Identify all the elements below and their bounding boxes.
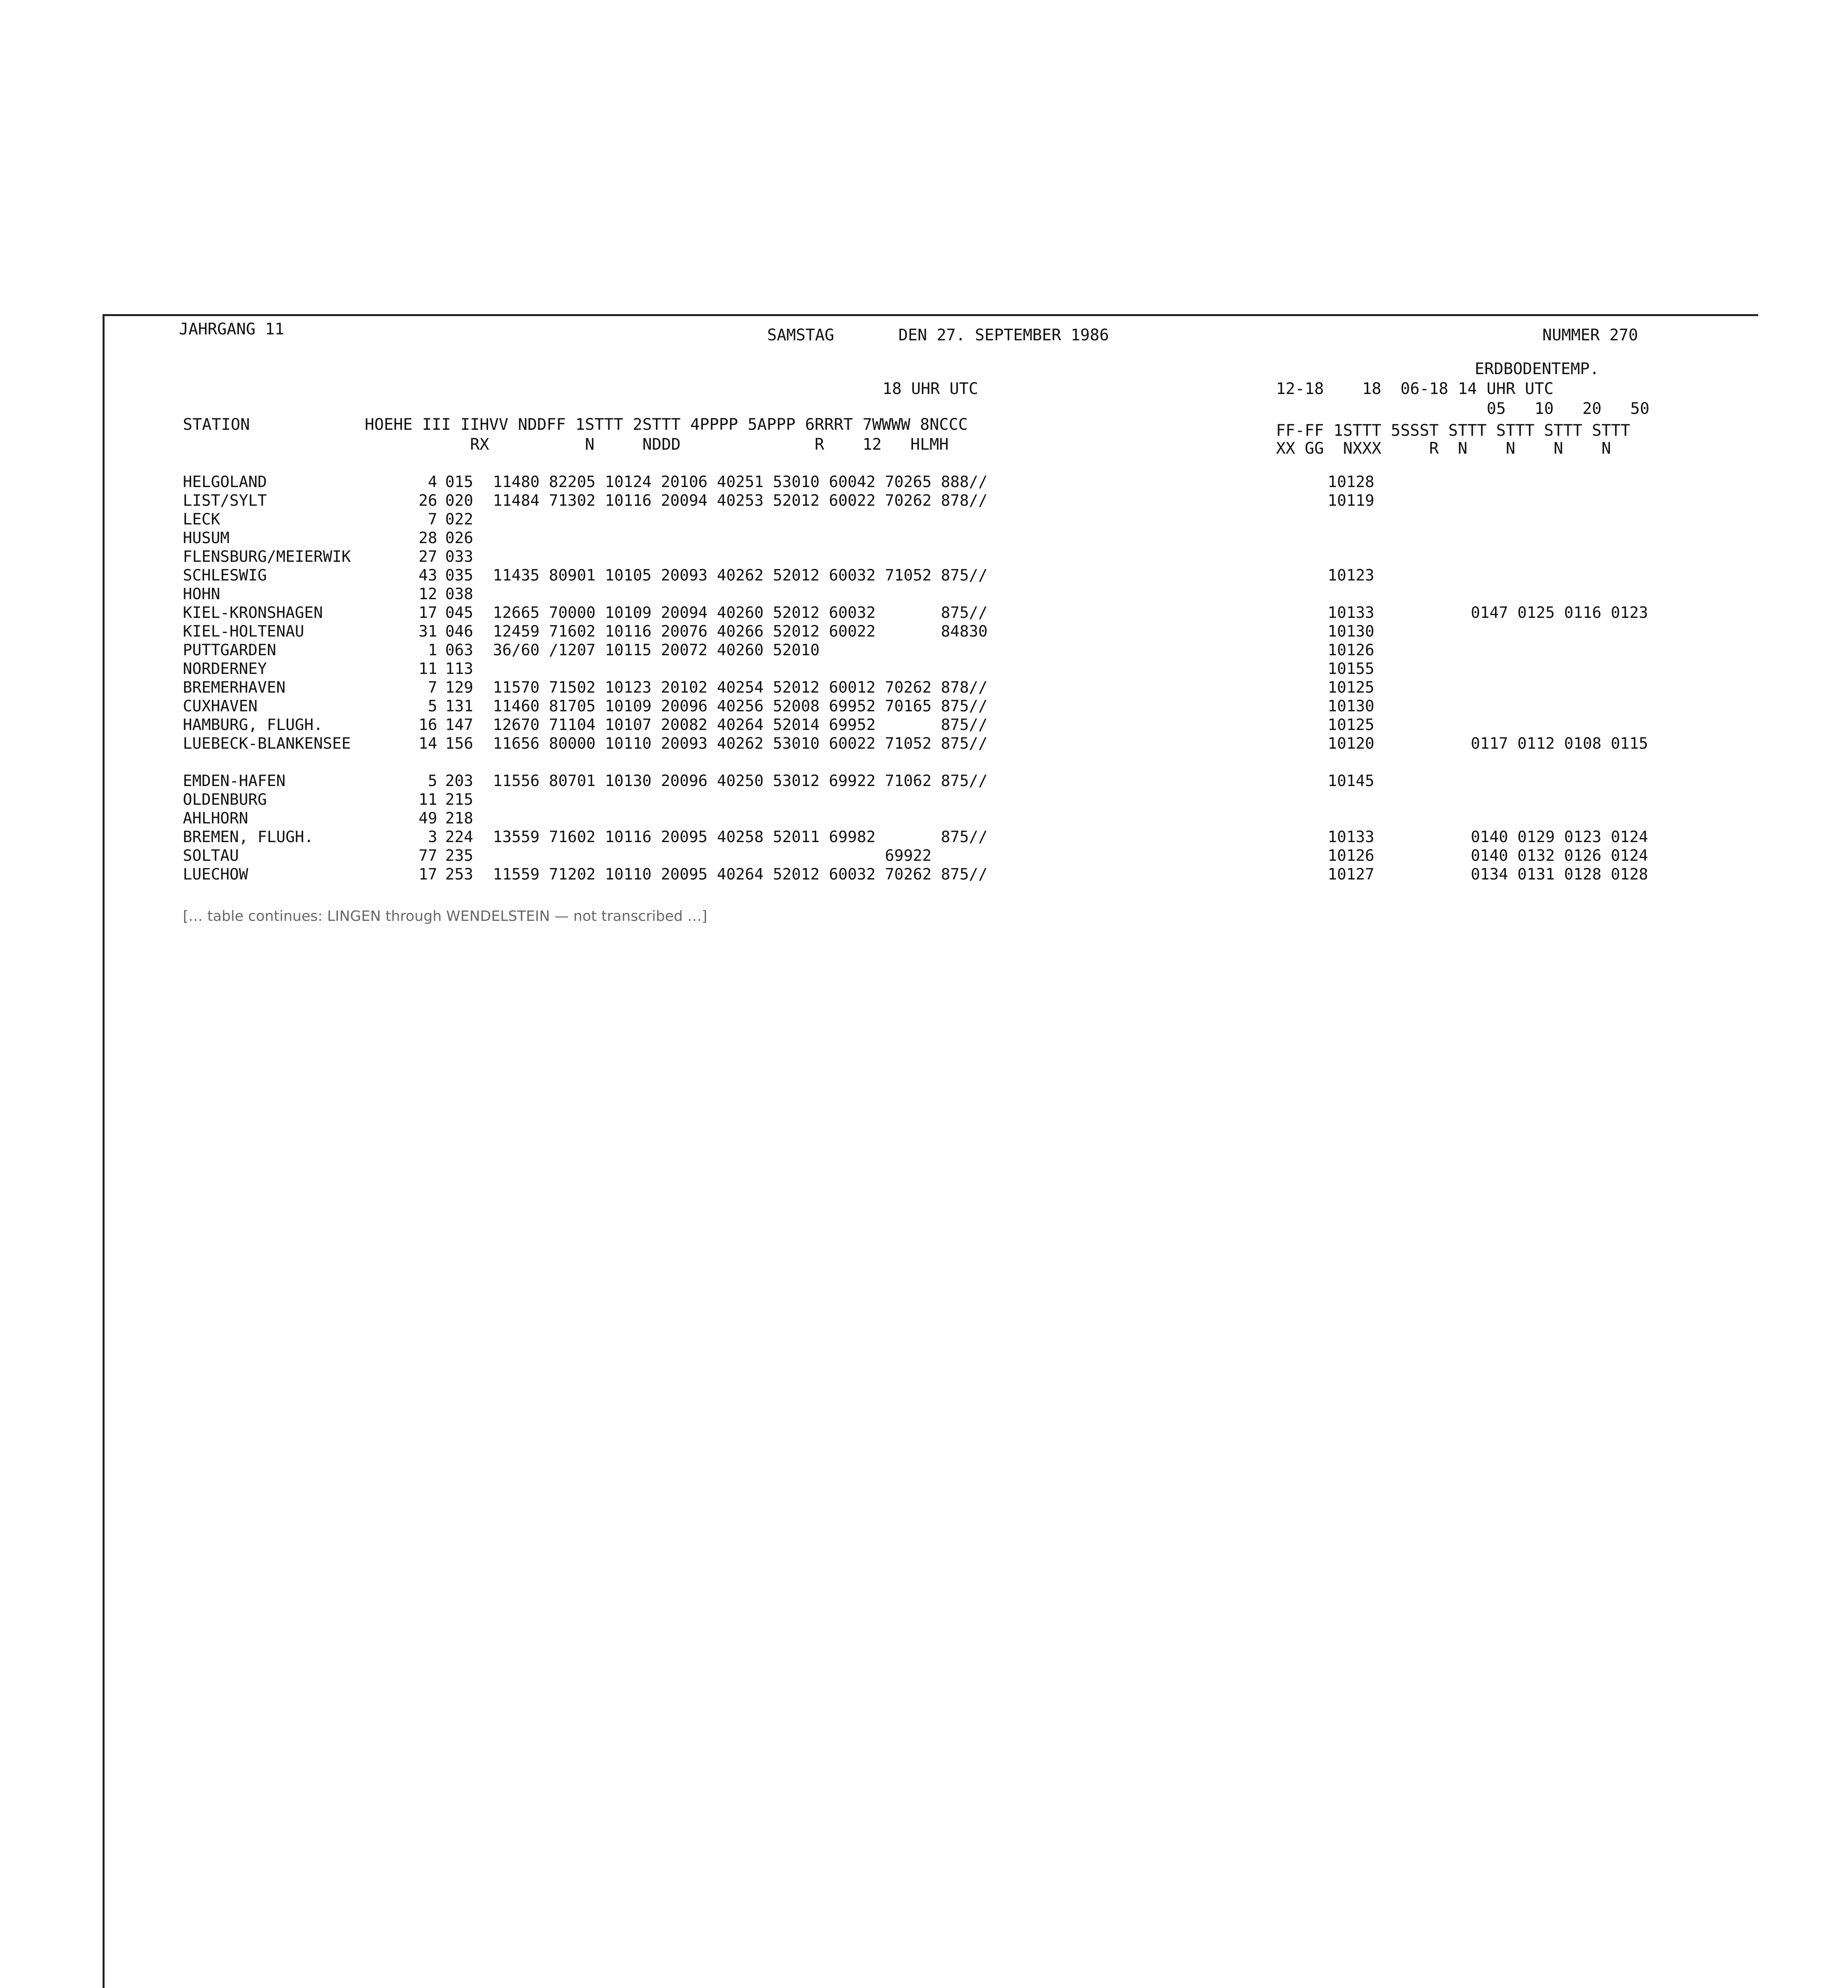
station-id: 033 [445, 548, 473, 566]
synop-groups: 11656 80000 10110 20093 40262 53010 60022 71052 875// [493, 735, 988, 753]
station-height: 5 [428, 697, 437, 715]
station-id: 235 [445, 847, 473, 865]
ff-header-line-1: FF-FF 1STTT 5SSST STTT STTT STTT STTT [1276, 421, 1631, 440]
station-id: 156 [445, 735, 473, 753]
jahrgang: JAHRGANG 11 [179, 320, 284, 338]
station-height: 4 [428, 473, 437, 491]
station-height: 43 [419, 567, 437, 584]
station-name: HOHN [183, 585, 220, 603]
synop-groups: 11480 82205 10124 20106 40251 53010 60042 70265 888// [493, 473, 988, 491]
max-temp-group: 10123 [1328, 567, 1375, 584]
station-id: 131 [445, 697, 473, 715]
station-id: 026 [445, 529, 473, 547]
station-id: 224 [445, 828, 473, 846]
synop-groups: 11570 71502 10123 20102 40254 52012 60012 70262 878// [493, 679, 988, 697]
station-id: 203 [445, 772, 473, 790]
synop-groups: 12670 71104 10107 20082 40264 52014 69952 875// [493, 716, 988, 734]
station-name: KIEL-KRONSHAGEN [183, 604, 323, 622]
max-temp-group: 10145 [1328, 772, 1375, 790]
station-id: 045 [445, 604, 473, 622]
soil-temps: 0140 0129 0123 0124 [1471, 828, 1648, 846]
date: DEN 27. SEPTEMBER 1986 [898, 326, 1109, 344]
station-id: 038 [445, 585, 473, 603]
station-name: BREMERHAVEN [183, 679, 286, 697]
max-temp-group: 10128 [1328, 473, 1375, 491]
station-name: LECK [183, 511, 220, 528]
max-temp-group: 10130 [1328, 697, 1375, 715]
station-height: 16 [419, 716, 437, 734]
station-height: 3 [428, 828, 437, 846]
synop-groups: 11556 80701 10130 20096 40250 53012 69922 71062 875// [493, 772, 988, 790]
max-temp-group: 10126 [1328, 641, 1375, 659]
station-name: LUECHOW [183, 866, 248, 883]
synop-groups: 11435 80901 10105 20093 40262 52012 60032 71052 875// [493, 567, 988, 584]
station-height: 11 [419, 791, 437, 809]
synop-groups: 11484 71302 10116 20094 40253 52012 60022 70262 878// [493, 492, 988, 510]
station-height: 7 [428, 679, 437, 697]
station-height: 31 [419, 623, 437, 641]
station-name: EMDEN-HAFEN [183, 772, 286, 790]
station-name: HUSUM [183, 529, 230, 547]
max-temp-group: 10127 [1328, 866, 1375, 883]
synop-groups: 13559 71602 10116 20095 40258 52011 69982 875// [493, 828, 988, 846]
issue-number: NUMMER 270 [1542, 326, 1638, 344]
station-height: 28 [419, 529, 437, 547]
station-name: LUEBECK-BLANKENSEE [183, 735, 351, 753]
synop-groups: 12665 70000 10109 20094 40260 52012 60032 875// [493, 604, 988, 622]
station-height: 14 [419, 735, 437, 753]
max-temp-group: 10133 [1328, 828, 1375, 846]
station-name: AHLHORN [183, 810, 248, 827]
station-height: 11 [419, 660, 437, 678]
station-id: 147 [445, 716, 473, 734]
station-id: 129 [445, 679, 473, 697]
station-height: 26 [419, 492, 437, 510]
station-id: 215 [445, 791, 473, 809]
station-name: CUXHAVEN [183, 697, 258, 715]
soil-temps: 0147 0125 0116 0123 [1471, 604, 1648, 622]
synop-groups: 11559 71202 10110 20095 40264 52012 60032 70262 875// [493, 866, 988, 883]
soil-temps: 0134 0131 0128 0128 [1471, 866, 1648, 883]
station-height: 1 [428, 641, 437, 659]
station-height: 5 [428, 772, 437, 790]
station-name: LIST/SYLT [183, 492, 267, 510]
synop-groups: 11460 81705 10109 20096 40256 52008 69952 70165 875// [493, 697, 988, 715]
station-height: 17 [419, 866, 437, 883]
max-temp-group: 10155 [1328, 660, 1375, 678]
station-height: 49 [419, 810, 437, 827]
station-id: 218 [445, 810, 473, 827]
max-temp-group: 10120 [1328, 735, 1375, 753]
station-id: 046 [445, 623, 473, 641]
station-name: NORDERNEY [183, 660, 267, 678]
weekday: SAMSTAG [767, 326, 834, 344]
station-id: 035 [445, 567, 473, 584]
station-name: BREMEN, FLUGH. [183, 828, 314, 846]
station-name: HELGOLAND [183, 473, 267, 491]
station-id: 063 [445, 641, 473, 659]
station-name: FLENSBURG/MEIERWIK [183, 548, 351, 566]
utc-label: 18 UHR UTC [882, 380, 978, 398]
max-temp-group: 10126 [1328, 847, 1375, 865]
station-height: 12 [419, 585, 437, 603]
synop-groups: 36/60 /1207 10115 20072 40260 52010 [493, 641, 820, 659]
station-height: 77 [419, 847, 437, 865]
station-id: 022 [445, 511, 473, 528]
max-temp-group: 10119 [1328, 492, 1375, 510]
erdboden-depths: 05 10 20 50 [1487, 400, 1650, 418]
station-id: 113 [445, 660, 473, 678]
column-header-line-1: STATION HOEHE III IIHVV NDDFF 1STTT 2STTT 4PPPP 5APPP 6RRRT 7WWWW 8NCCC [183, 415, 968, 434]
station-height: 27 [419, 548, 437, 566]
column-header-line-2: RX N NDDD R 12 HLMH [183, 435, 949, 454]
erdboden-title: ERDBODENTEMP. [1475, 360, 1600, 378]
omitted-rows-note: [… table continues: LINGEN through WENDELSTEIN — not transcribed …] [183, 908, 708, 924]
soil-temps: 0140 0132 0126 0124 [1471, 847, 1648, 865]
erdboden-times: 12-18 18 06-18 14 UHR UTC [1276, 380, 1554, 398]
station-name: OLDENBURG [183, 791, 267, 809]
station-name: SOLTAU [183, 847, 239, 865]
synop-groups: 12459 71602 10116 20076 40266 52012 60022 84830 [493, 623, 988, 641]
station-name: SCHLESWIG [183, 567, 267, 584]
max-temp-group: 10125 [1328, 716, 1375, 734]
max-temp-group: 10130 [1328, 623, 1375, 641]
station-id: 020 [445, 492, 473, 510]
ff-header-line-2: XX GG NXXX R N N N N [1276, 439, 1611, 458]
station-name: KIEL-HOLTENAU [183, 623, 304, 641]
station-id: 015 [445, 473, 473, 491]
station-name: HAMBURG, FLUGH. [183, 716, 323, 734]
station-height: 17 [419, 604, 437, 622]
synop-groups: 69922 [493, 847, 932, 865]
station-height: 7 [428, 511, 437, 528]
max-temp-group: 10125 [1328, 679, 1375, 697]
soil-temps: 0117 0112 0108 0115 [1471, 735, 1648, 753]
station-id: 253 [445, 866, 473, 883]
max-temp-group: 10133 [1328, 604, 1375, 622]
station-name: PUTTGARDEN [183, 641, 276, 659]
